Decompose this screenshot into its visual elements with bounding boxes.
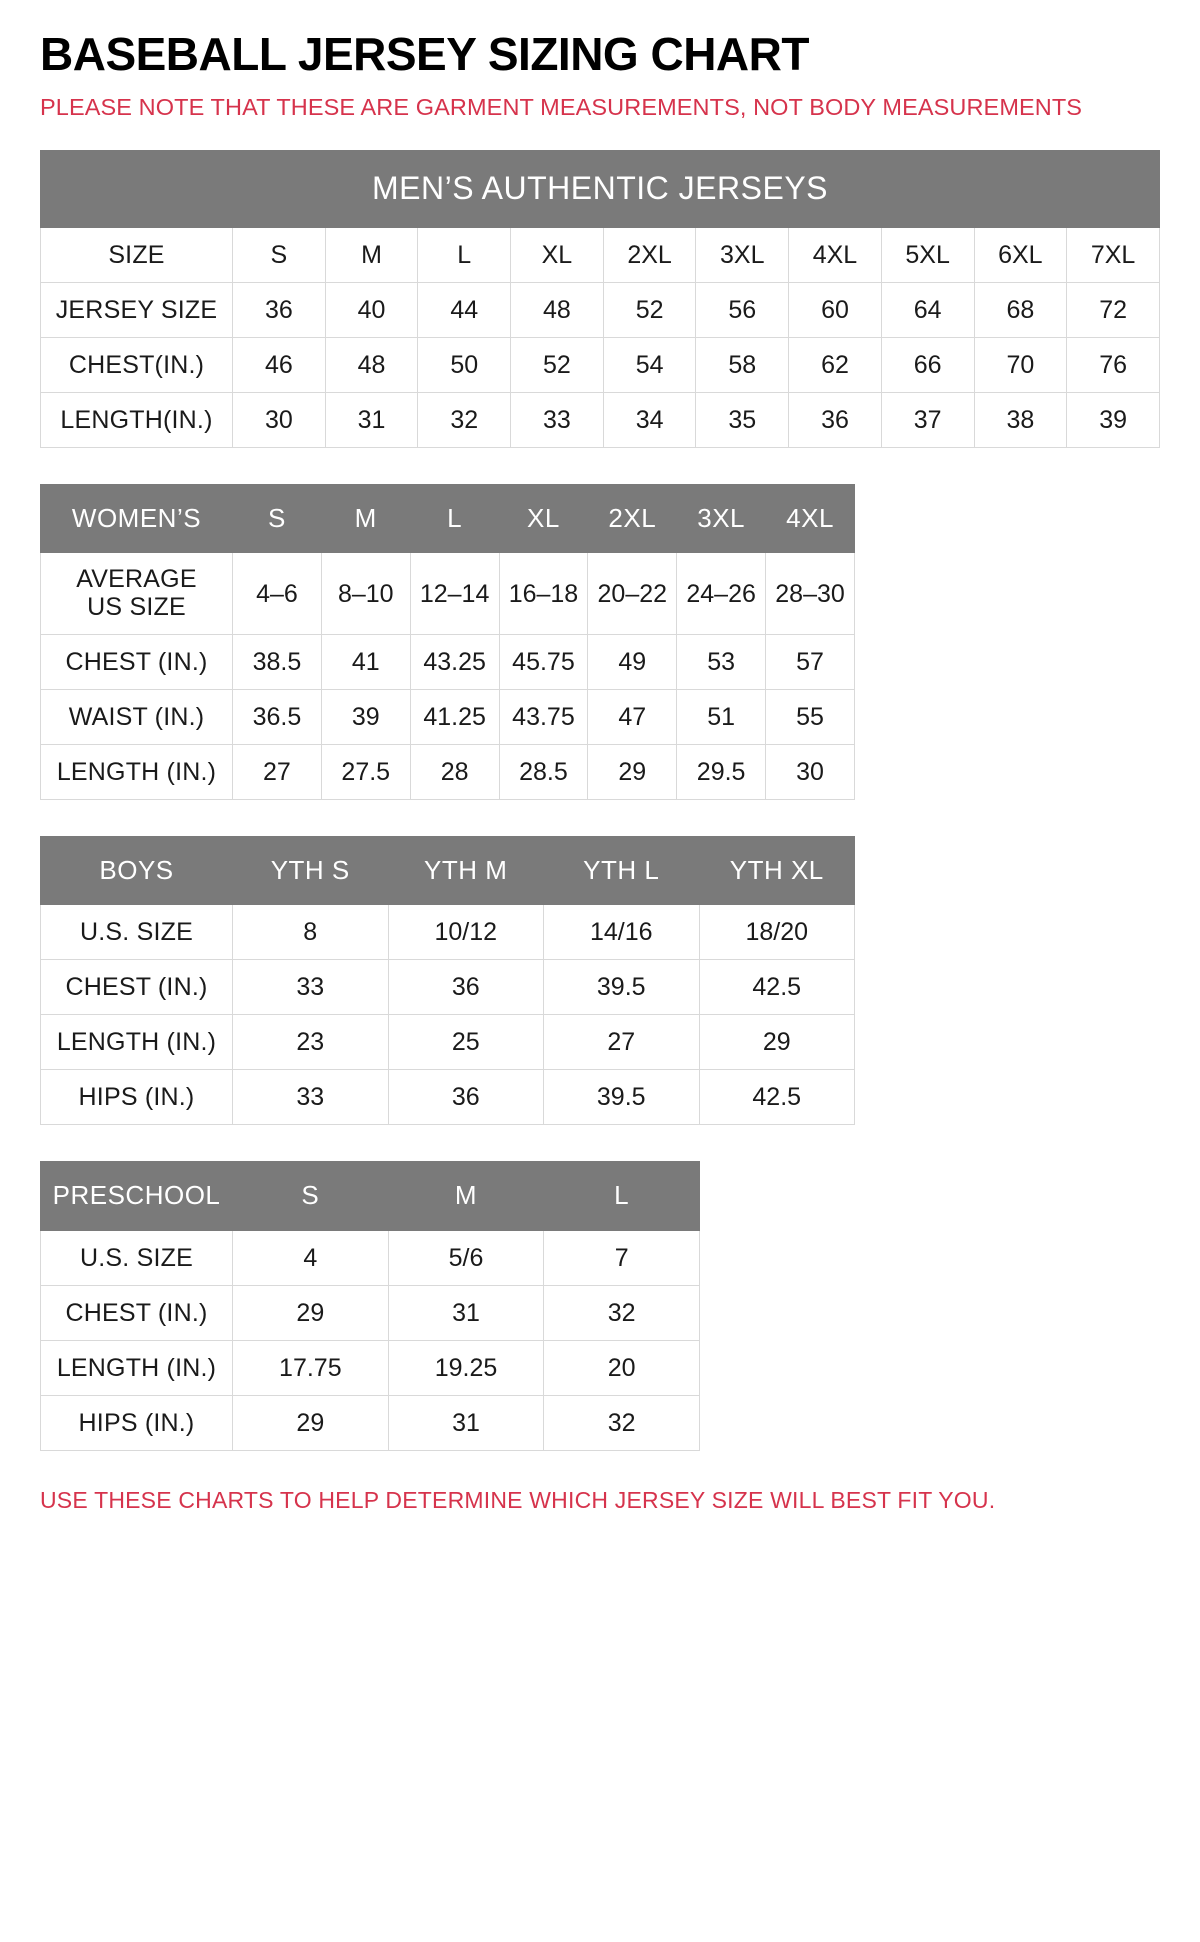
preschool-cell: 29 [233, 1285, 389, 1340]
mens-row-label: LENGTH(IN.) [41, 393, 233, 448]
garment-measurement-note: PLEASE NOTE THAT THESE ARE GARMENT MEASUREMENTS, NOT BODY MEASUREMENTS [40, 94, 1083, 121]
mens-col-l: L [418, 228, 511, 283]
womens-cell: 4–6 [233, 553, 322, 635]
mens-cell: 31 [325, 393, 418, 448]
mens-col-7xl: 7XL [1067, 228, 1160, 283]
boys-cell: 23 [233, 1015, 389, 1070]
preschool-cell: 19.25 [388, 1340, 544, 1395]
mens-cell: 38 [974, 393, 1067, 448]
womens-cell: 49 [588, 635, 677, 690]
boys-cell: 8 [233, 905, 389, 960]
mens-cell: 70 [974, 338, 1067, 393]
mens-col-size: SIZE [41, 228, 233, 283]
mens-col-2xl: 2XL [603, 228, 696, 283]
mens-banner: MEN’S AUTHENTIC JERSEYS [41, 151, 1160, 228]
preschool-sizing-table [40, 1161, 700, 1450]
mens-cell: 35 [696, 393, 789, 448]
womens-cell: 38.5 [233, 635, 322, 690]
womens-cell: 39 [321, 690, 410, 745]
table-row [41, 960, 855, 1015]
table-row [41, 1070, 855, 1125]
boys-cell: 33 [233, 1070, 389, 1125]
mens-row-label: JERSEY SIZE [41, 283, 233, 338]
boys-cell: 14/16 [544, 905, 700, 960]
boys-cell: 10/12 [388, 905, 544, 960]
boys-sizing-table [40, 836, 855, 1125]
table-row [41, 283, 1160, 338]
mens-cell: 30 [233, 393, 326, 448]
womens-cell: 16–18 [499, 553, 588, 635]
preschool-col-title: PRESCHOOL [41, 1162, 233, 1230]
preschool-cell: 31 [388, 1285, 544, 1340]
mens-cell: 36 [789, 393, 882, 448]
mens-col-4xl: 4XL [789, 228, 882, 283]
footer-note: USE THESE CHARTS TO HELP DETERMINE WHICH JERSEY SIZE WILL BEST FIT YOU. [40, 1486, 996, 1513]
mens-cell: 40 [325, 283, 418, 338]
preschool-cell: 7 [544, 1230, 700, 1285]
womens-row-label [41, 553, 233, 635]
boys-col-yth-m: YTH M [388, 837, 544, 905]
boys-cell: 36 [388, 1070, 544, 1125]
boys-row-label: HIPS (IN.) [41, 1070, 233, 1125]
table-row [41, 1395, 700, 1450]
boys-row-label: CHEST (IN.) [41, 960, 233, 1015]
boys-row-label: U.S. SIZE [41, 905, 233, 960]
preschool-row-label: U.S. SIZE [41, 1230, 233, 1285]
womens-cell: 12–14 [410, 553, 499, 635]
boys-cell: 42.5 [699, 960, 855, 1015]
table-row [41, 553, 855, 635]
womens-row-label: WAIST (IN.) [41, 690, 233, 745]
mens-cell: 33 [511, 393, 604, 448]
table-row [41, 690, 855, 745]
womens-cell: 41 [321, 635, 410, 690]
womens-cell: 20–22 [588, 553, 677, 635]
womens-header-row [41, 485, 855, 553]
womens-row-label: LENGTH (IN.) [41, 745, 233, 800]
preschool-col-m: M [388, 1162, 544, 1230]
womens-cell: 30 [766, 745, 855, 800]
mens-col-5xl: 5XL [881, 228, 974, 283]
mens-cell: 34 [603, 393, 696, 448]
preschool-header-row [41, 1162, 700, 1230]
preschool-row-label: HIPS (IN.) [41, 1395, 233, 1450]
preschool-cell: 29 [233, 1395, 389, 1450]
womens-col-xl: XL [499, 485, 588, 553]
table-row [41, 745, 855, 800]
mens-cell: 39 [1067, 393, 1160, 448]
mens-cell: 37 [881, 393, 974, 448]
boys-col-yth-s: YTH S [233, 837, 389, 905]
womens-sizing-table [40, 484, 855, 800]
table-row [41, 1230, 700, 1285]
mens-cell: 72 [1067, 283, 1160, 338]
womens-cell: 27 [233, 745, 322, 800]
mens-cell: 48 [325, 338, 418, 393]
womens-cell: 55 [766, 690, 855, 745]
womens-cell: 24–26 [677, 553, 766, 635]
mens-row-label: CHEST(IN.) [41, 338, 233, 393]
womens-cell: 41.25 [410, 690, 499, 745]
mens-col-xl: XL [511, 228, 604, 283]
table-row [41, 905, 855, 960]
mens-cell: 60 [789, 283, 882, 338]
preschool-cell: 32 [544, 1395, 700, 1450]
womens-col-s: S [233, 485, 322, 553]
womens-cell: 29 [588, 745, 677, 800]
mens-col-3xl: 3XL [696, 228, 789, 283]
mens-cell: 44 [418, 283, 511, 338]
womens-cell: 28.5 [499, 745, 588, 800]
mens-sizing-table [40, 150, 1160, 448]
womens-row-label-line2: US SIZE [87, 592, 186, 621]
preschool-cell: 20 [544, 1340, 700, 1395]
boys-cell: 18/20 [699, 905, 855, 960]
boys-cell: 27 [544, 1015, 700, 1070]
boys-cell: 42.5 [699, 1070, 855, 1125]
mens-cell: 32 [418, 393, 511, 448]
womens-cell: 36.5 [233, 690, 322, 745]
table-row [41, 1285, 700, 1340]
womens-cell: 53 [677, 635, 766, 690]
womens-cell: 45.75 [499, 635, 588, 690]
womens-cell: 47 [588, 690, 677, 745]
preschool-cell: 31 [388, 1395, 544, 1450]
womens-col-m: M [321, 485, 410, 553]
womens-cell: 57 [766, 635, 855, 690]
table-row [41, 393, 1160, 448]
mens-col-m: M [325, 228, 418, 283]
boys-cell: 39.5 [544, 960, 700, 1015]
womens-cell: 29.5 [677, 745, 766, 800]
mens-cell: 76 [1067, 338, 1160, 393]
mens-cell: 52 [511, 338, 604, 393]
mens-cell: 68 [974, 283, 1067, 338]
boys-cell: 25 [388, 1015, 544, 1070]
mens-cell: 50 [418, 338, 511, 393]
mens-header-row [41, 228, 1160, 283]
boys-row-label: LENGTH (IN.) [41, 1015, 233, 1070]
mens-cell: 62 [789, 338, 882, 393]
womens-cell: 51 [677, 690, 766, 745]
table-row [41, 635, 855, 690]
boys-header-row [41, 837, 855, 905]
mens-cell: 66 [881, 338, 974, 393]
boys-col-yth-l: YTH L [544, 837, 700, 905]
mens-cell: 52 [603, 283, 696, 338]
womens-col-l: L [410, 485, 499, 553]
boys-cell: 39.5 [544, 1070, 700, 1125]
mens-cell: 56 [696, 283, 789, 338]
womens-cell: 43.25 [410, 635, 499, 690]
womens-col-4xl: 4XL [766, 485, 855, 553]
page-title: BASEBALL JERSEY SIZING CHART [40, 28, 809, 80]
mens-cell: 58 [696, 338, 789, 393]
womens-row-label-line1: AVERAGE [76, 565, 197, 594]
boys-cell: 36 [388, 960, 544, 1015]
mens-banner-row [41, 151, 1160, 228]
mens-col-6xl: 6XL [974, 228, 1067, 283]
preschool-cell: 17.75 [233, 1340, 389, 1395]
mens-cell: 54 [603, 338, 696, 393]
preschool-cell: 5/6 [388, 1230, 544, 1285]
preschool-col-s: S [233, 1162, 389, 1230]
boys-cell: 33 [233, 960, 389, 1015]
womens-cell: 28 [410, 745, 499, 800]
table-row [41, 1340, 700, 1395]
womens-col-2xl: 2XL [588, 485, 677, 553]
mens-cell: 64 [881, 283, 974, 338]
boys-col-title: BOYS [41, 837, 233, 905]
boys-col-yth-xl: YTH XL [699, 837, 855, 905]
mens-cell: 36 [233, 283, 326, 338]
womens-cell: 8–10 [321, 553, 410, 635]
womens-cell: 28–30 [766, 553, 855, 635]
womens-col-title: WOMEN’S [41, 485, 233, 553]
preschool-col-l: L [544, 1162, 700, 1230]
preschool-row-label: LENGTH (IN.) [41, 1340, 233, 1395]
womens-row-label: CHEST (IN.) [41, 635, 233, 690]
boys-cell: 29 [699, 1015, 855, 1070]
table-row [41, 1015, 855, 1070]
preschool-cell: 4 [233, 1230, 389, 1285]
mens-cell: 46 [233, 338, 326, 393]
mens-col-s: S [233, 228, 326, 283]
mens-cell: 48 [511, 283, 604, 338]
womens-cell: 43.75 [499, 690, 588, 745]
womens-cell: 27.5 [321, 745, 410, 800]
preschool-row-label: CHEST (IN.) [41, 1285, 233, 1340]
preschool-cell: 32 [544, 1285, 700, 1340]
table-row [41, 338, 1160, 393]
womens-col-3xl: 3XL [677, 485, 766, 553]
